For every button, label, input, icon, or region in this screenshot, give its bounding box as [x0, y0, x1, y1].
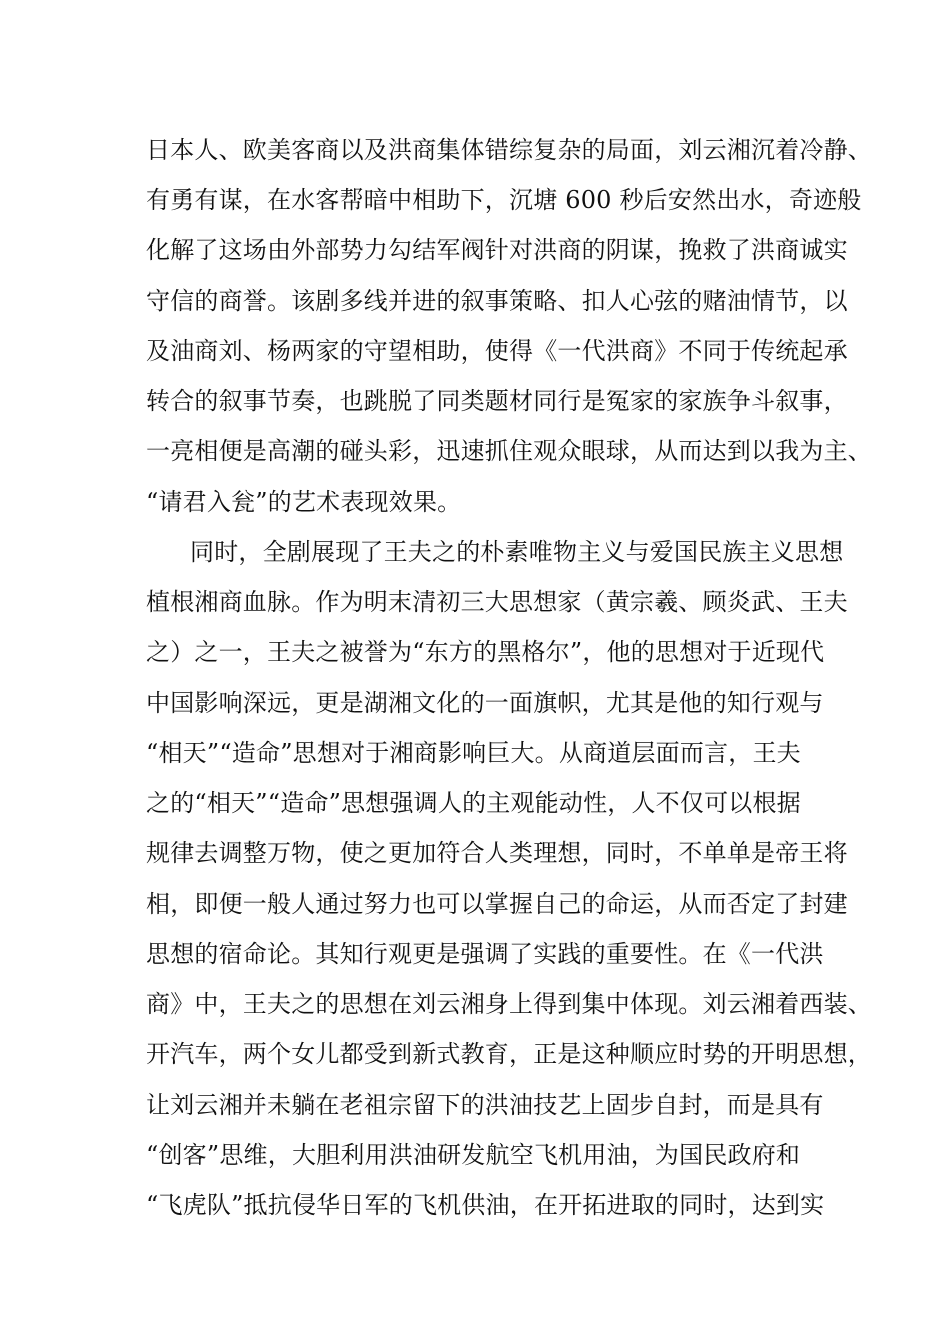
- text-line-21: “创客”思维，大胆利用洪油研发航空飞机用油，为国民政府和: [146, 1141, 801, 1169]
- text-line-19: 开汽车，两个女儿都受到新式教育，正是这种顺应时势的开明思想，: [146, 1040, 872, 1068]
- text-line-22: “飞虎队”抵抗侵华日军的飞机供油，在开拓进取的同时，达到实: [146, 1191, 825, 1219]
- text-line-10: 植根湘商血脉。作为明末清初三大思想家（黄宗羲、顾炎武、王夫: [146, 588, 848, 616]
- text-line-14: 之的“相天”“造命”思想强调人的主观能动性，人不仅可以根据: [146, 789, 801, 817]
- text-line-12: 中国影响深远，更是湖湘文化的一面旗帜，尤其是他的知行观与: [146, 689, 824, 717]
- text-line-3: 化解了这场由外部势力勾结军阀针对洪商的阴谋，挽救了洪商诚实: [146, 236, 848, 264]
- text-line-17: 思想的宿命论。其知行观更是强调了实践的重要性。在《一代洪: [146, 940, 824, 968]
- text-line-15: 规律去调整万物，使之更加符合人类理想，同时，不单单是帝王将: [146, 839, 848, 867]
- text-line-18: 商》中，王夫之的思想在刘云湘身上得到集中体现。刘云湘着西装、: [146, 990, 872, 1018]
- text-line-1: 日本人、欧美客商以及洪商集体错综复杂的局面，刘云湘沉着冷静、: [146, 136, 872, 164]
- text-line-7: 一亮相便是高潮的碰头彩，迅速抓住观众眼球，从而达到以我为主、: [146, 437, 872, 465]
- text-line-6: 转合的叙事节奏，也跳脱了同类题材同行是冤家的家族争斗叙事，: [146, 387, 848, 415]
- text-line-20: 让刘云湘并未躺在老祖宗留下的洪油技艺上固步自封，而是具有: [146, 1091, 824, 1119]
- text-line-8: “请君入瓮”的艺术表现效果。: [146, 488, 462, 516]
- text-line-5: 及油商刘、杨两家的守望相助，使得《一代洪商》不同于传统起承: [146, 337, 848, 365]
- text-line-13: “相天”“造命”思想对于湘商影响巨大。从商道层面而言，王夫: [146, 739, 801, 767]
- text-line-4: 守信的商誉。该剧多线并进的叙事策略、扣人心弦的赌油情节，以: [146, 287, 848, 315]
- paragraph-start-line: 同时，全剧展现了王夫之的朴素唯物主义与爱国民族主义思想: [190, 538, 844, 566]
- text-line-2: 有勇有谋，在水客帮暗中相助下，沉塘 600 秒后安然出水，奇迹般: [146, 186, 862, 214]
- text-line-16: 相，即便一般人通过努力也可以掌握自己的命运，从而否定了封建: [146, 890, 848, 918]
- text-line-11: 之）之一，王夫之被誉为“东方的黑格尔”，他的思想对于近现代: [146, 638, 825, 666]
